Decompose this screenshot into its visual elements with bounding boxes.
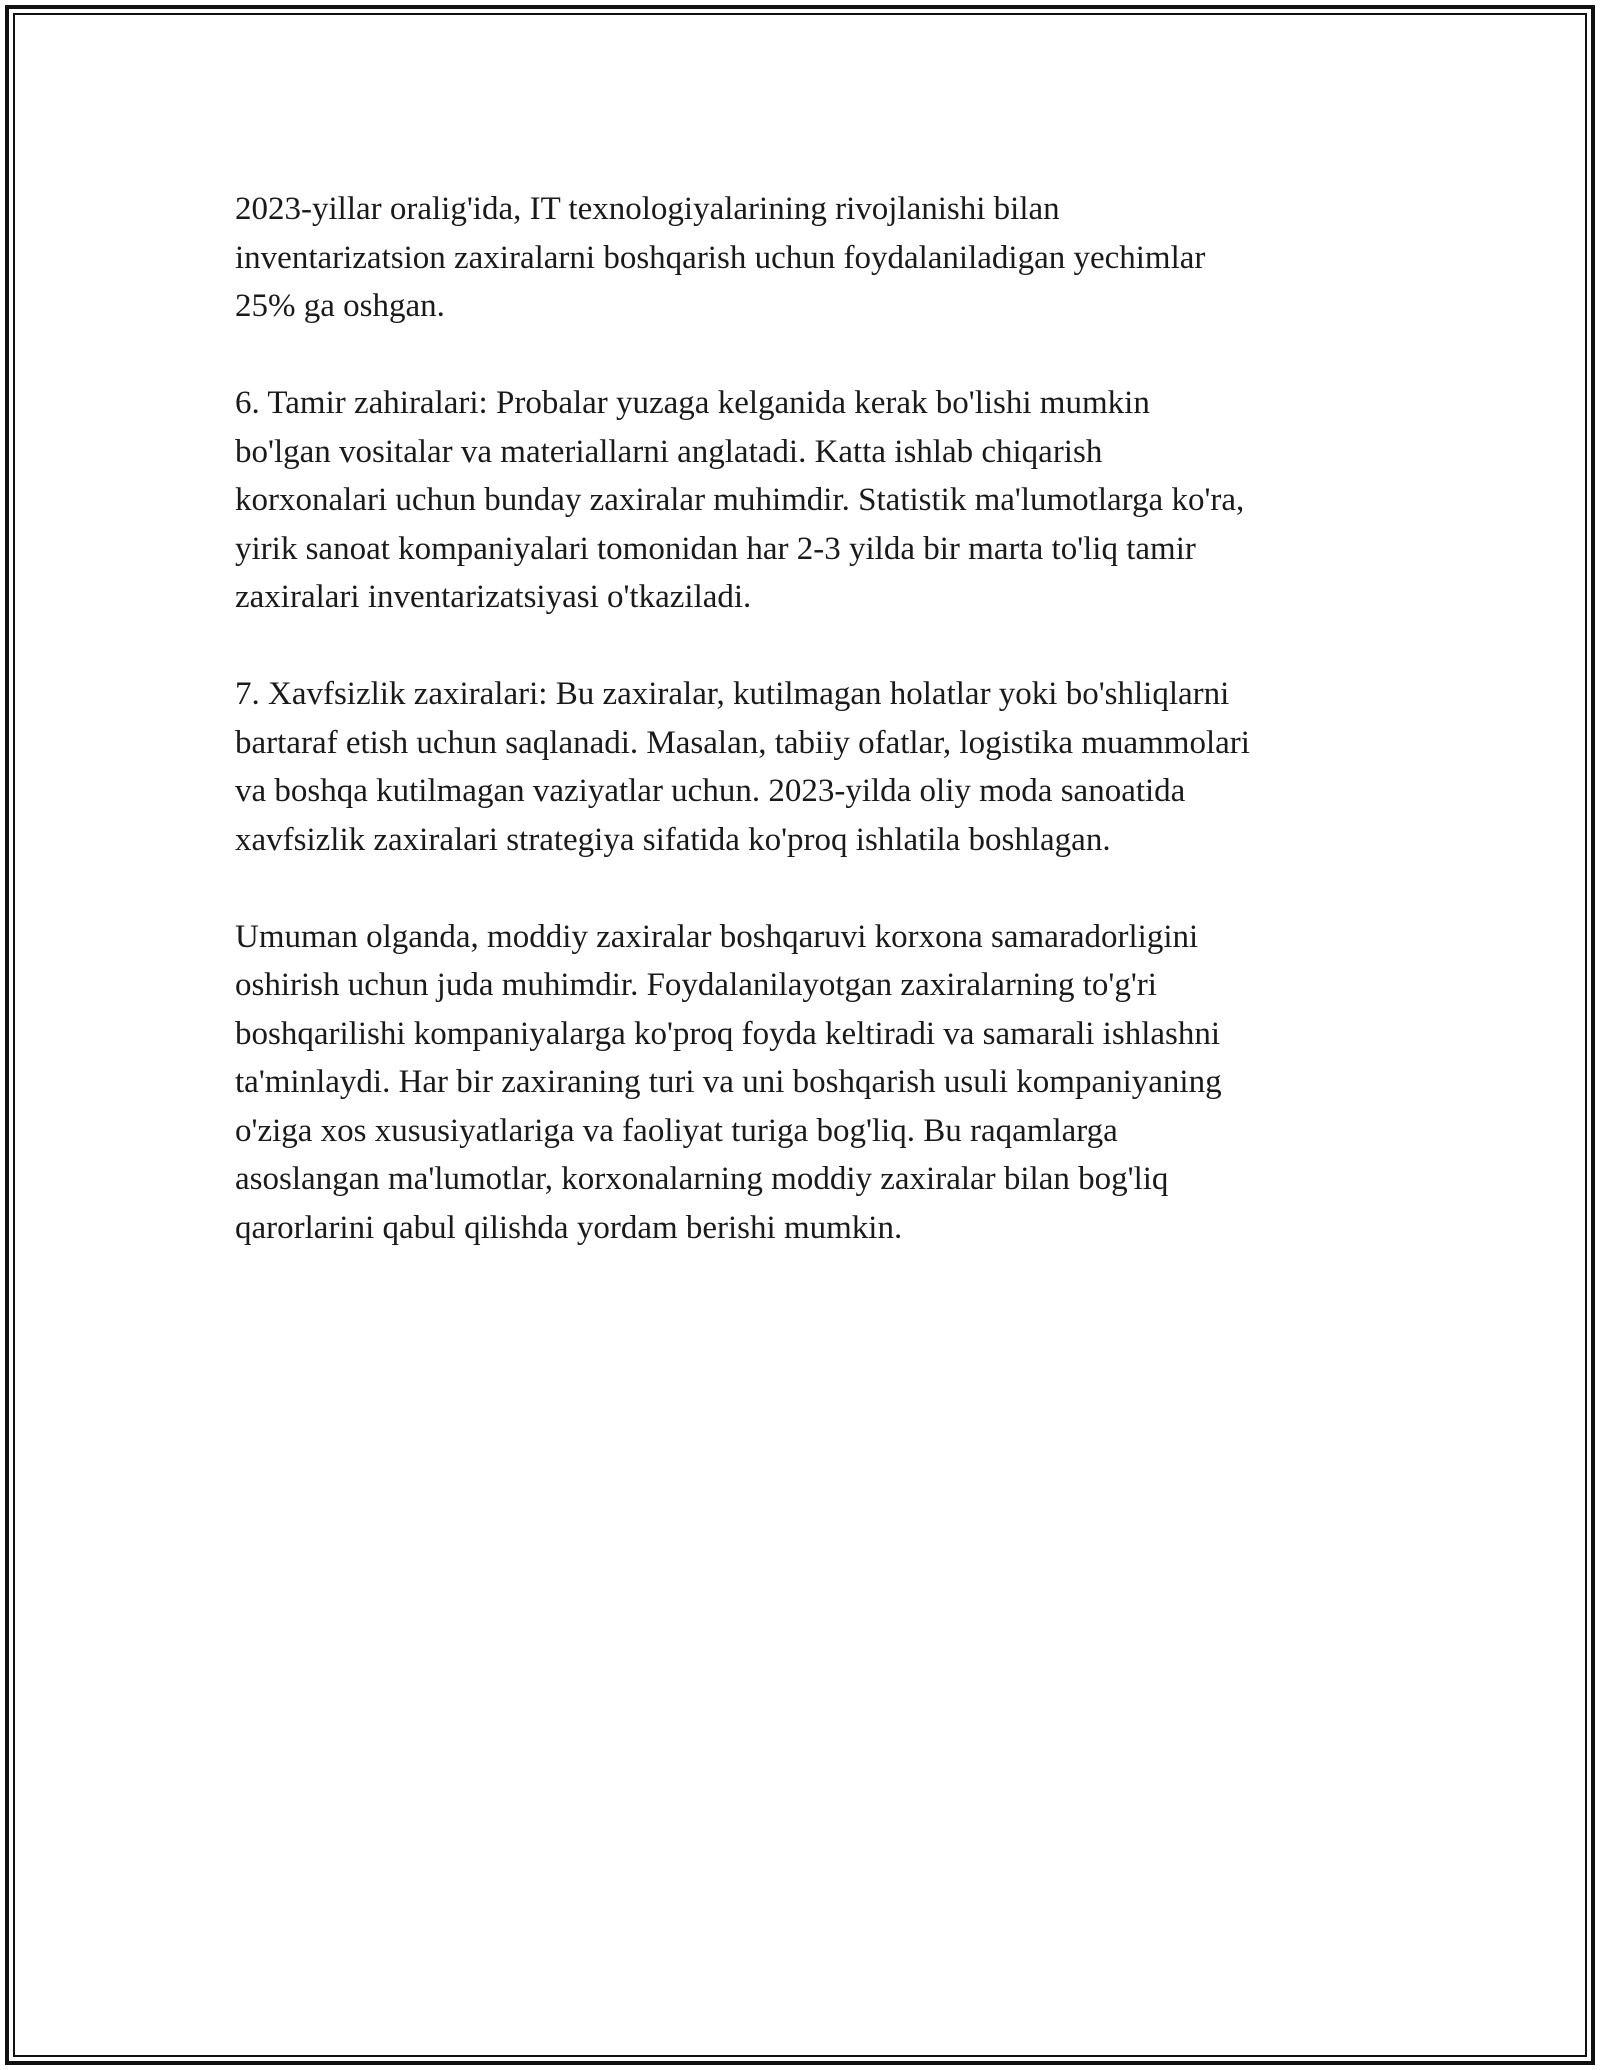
paragraph-it-solutions: 2023-yillar oralig'ida, IT texnologiyalarining rivojlanishi bilan inventarizatsion zaxiralarni boshqarish uchun foydalaniladigan yechimlar 25% ga oshgan. bbox=[235, 191, 1206, 324]
paragraph-repair-reserves: 6. Tamir zahiralari: Probalar yuzaga kelganida kerak bo'lishi mumkin bo'lgan vositalar va materiallarni anglatadi. Katta ishlab chiqarish korxonalari uchun bunday zaxiralar muhimdir. Statistik ma'lumotlarga ko'ra, yirik sanoat kompaniyalari tomonidan har 2-3 yilda bir marta to'liq tamir zaxiralari inventarizatsiyasi o'tkaziladi. bbox=[235, 385, 1245, 615]
paragraph-conclusion: Umuman olganda, moddiy zaxiralar boshqaruvi korxona samaradorligini oshirish uchun juda muhimdir. Foydalanilayotgan zaxiralarning to'g'ri boshqarilishi kompaniyalarga ko'proq foyda keltiradi va samarali ishlashni ta'minlaydi. Har bir zaxiraning turi va uni boshqarish usuli kompaniyaning o'ziga xos xususiyatlariga va faoliyat turiga bog'liq. Bu raqamlarga asoslangan ma'lumotlar, korxonalarning moddiy zaxiralar bilan bog'liq qarorlarini qabul qilishda yordam berishi mumkin. bbox=[235, 918, 1222, 1246]
document-body bbox=[235, 185, 1385, 1301]
paragraph-safety-reserves: 7. Xavfsizlik zaxiralari: Bu zaxiralar, kutilmagan holatlar yoki bo'shliqlarni bartaraf etish uchun saqlanadi. Masalan, tabiiy ofatlar, logistika muammolari va boshqa kutilmagan vaziyatlar uchun. 2023-yilda oliy moda sanoatida xavfsizlik zaxiralari strategiya sifatida ko'proq ishlatila boshlagan. bbox=[235, 676, 1250, 858]
